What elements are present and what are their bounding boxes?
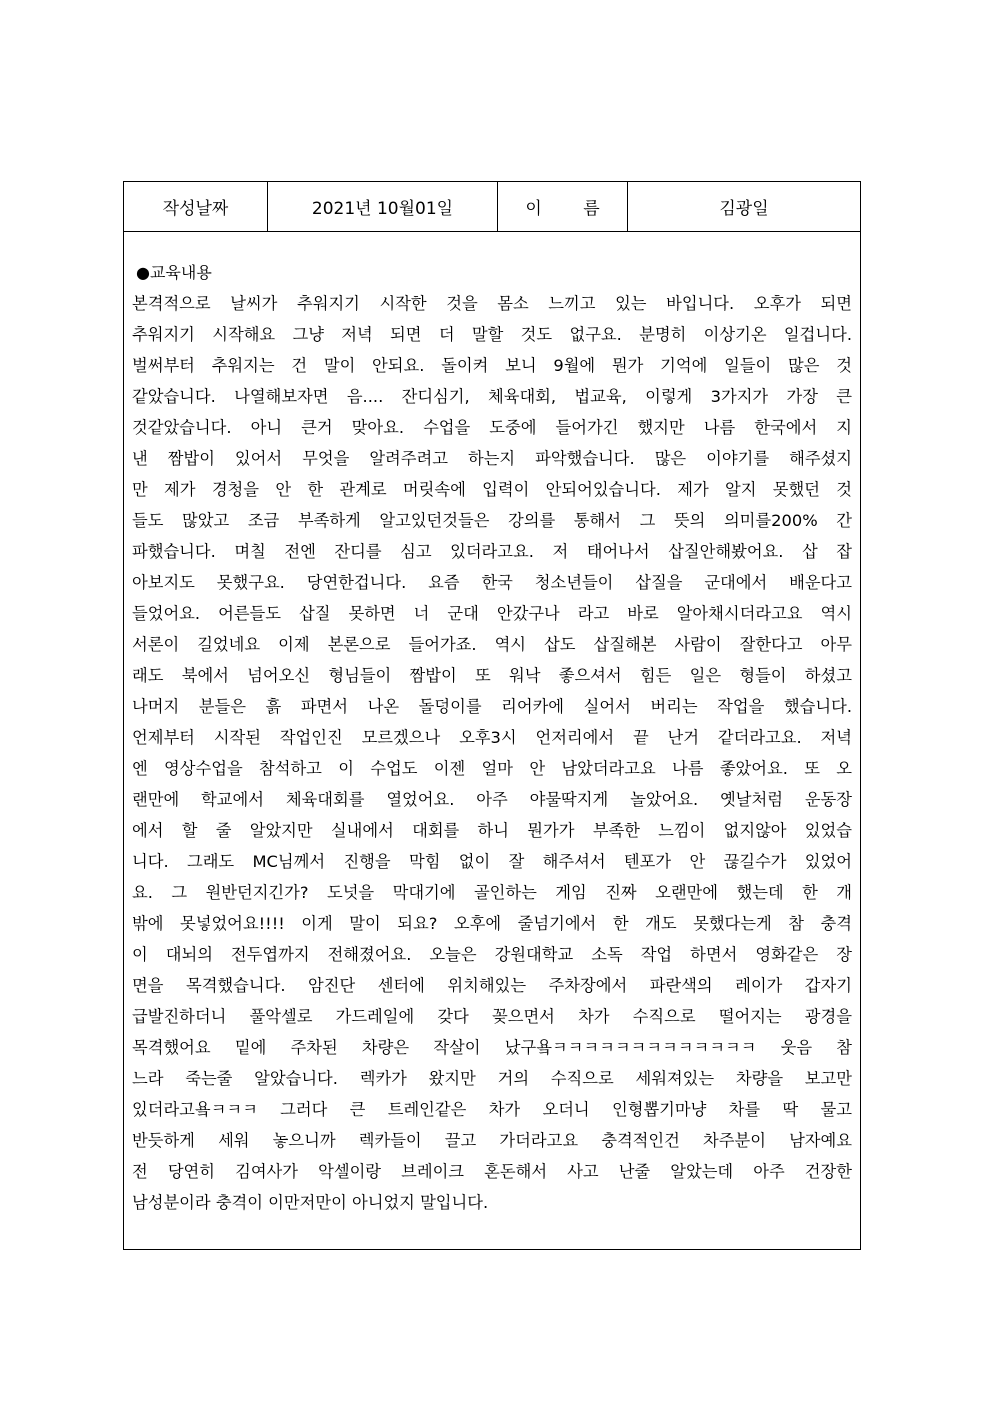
journal-form-table <box>123 181 861 1250</box>
content-line: 이 대뇌의 전두엽까지 전해졌어요. 오늘은 강원대학교 소독 작업 하면서 영화같은 장 <box>132 945 852 964</box>
content-line: 파했습니다. 며칠 전엔 잔디를 심고 있더라고요. 저 태어나서 삽질안해봤어요. 삽 잡 <box>132 542 852 561</box>
content-line: 들도 많았고 조금 부족하게 알고있던것들은 강의를 통해서 그 뜻의 의미를200% 간 <box>132 511 852 530</box>
content-line: 급발진하더니 풀악셀로 가드레일에 갖다 꽂으면서 차가 수직으로 떨어지는 광경을 <box>132 1007 852 1026</box>
name-value: 김광일 <box>719 199 769 219</box>
content-line: 본격적으로 날씨가 추워지기 시작한 것을 몸소 느끼고 있는 바입니다. 오후가 되면 <box>132 294 852 313</box>
content-line: 있더라고욬ㅋㅋㅋ 그러다 큰 트레인같은 차가 오더니 인형뽑기마냥 차를 딱 물고 <box>132 1100 852 1119</box>
content-line: 서론이 길었네요 이제 본론으로 들어가죠. 역시 삽도 삽질해본 사람이 잘한다고 아무 <box>132 635 852 654</box>
content-line: 목격했어요 밑에 주차된 차량은 작살이 났구욬ㅋㅋㅋㅋㅋㅋㅋㅋㅋㅋㅋㅋㅋ 웃음 참 <box>132 1038 852 1057</box>
content-line: 래도 북에서 넘어오신 형님들이 짬밥이 또 워낙 좋으셔서 힘든 일은 형들이 하셨고 <box>132 666 852 685</box>
content-line: 낸 짬밥이 있어서 무엇을 알려주려고 하는지 파악했습니다. 많은 이야기를 해주셨지 <box>132 449 852 468</box>
content-line: 밖에 못넣었어요!!!! 이게 말이 되요? 오후에 줄넘기에서 한 개도 못했다는게 참 충격 <box>132 914 852 933</box>
content-line: 만 제가 경청을 안 한 관계로 머릿속에 입력이 안되어있습니다. 제가 알지 못했던 것 <box>132 480 852 499</box>
content-line: 에서 할 줄 알았지만 실내에서 대회를 하니 뭔가가 부족한 느낌이 없지않아 있었습 <box>132 821 852 840</box>
content-line: 랜만에 학교에서 체육대회를 열었어요. 아주 야물딱지게 놀았어요. 옛날처럼 운동장 <box>132 790 852 809</box>
content-line: 나머지 분들은 흙 파면서 나온 돌덩이를 리어카에 실어서 버리는 작업을 했습니다. <box>132 697 852 716</box>
content-line: 남성분이라 충격이 이만저만이 아니었지 말입니다. <box>132 1193 489 1212</box>
content-line: 느라 죽는줄 알았습니다. 렉카가 왔지만 거의 수직으로 세워져있는 차량을 보고만 <box>132 1069 852 1088</box>
content-line: 아보지도 못했구요. 당연한겁니다. 요즘 한국 청소년들이 삽질을 군대에서 배운다고 <box>132 573 852 592</box>
content-line: 것같았습니다. 아니 큰거 맞아요. 수업을 도중에 들어가긴 했지만 나름 한국에서 지 <box>132 418 852 437</box>
date-label: 작성날짜 <box>124 182 268 231</box>
content-line: 엔 영상수업을 참석하고 이 수업도 이젠 얼마 안 남았더라고요 나름 좋았어요. 또 오 <box>132 759 852 778</box>
content-line: 면을 목격했습니다. 암진단 센터에 위치해있는 주차장에서 파란색의 레이가 갑자기 <box>132 976 852 995</box>
section-label: ●교육내용 <box>136 263 212 282</box>
content-line: 반듯하게 세워 놓으니까 렉카들이 끌고 가더라고요 충격적인건 차주분이 남자예요 <box>132 1131 852 1150</box>
content-line: 같았습니다. 나열해보자면 음.... 잔디심기, 체육대회, 법교육, 이렇게 3가지가 가장 큰 <box>132 387 852 406</box>
content-line: 벌써부터 추워지는 건 말이 안되요. 돌이켜 보니 9월에 뭔가 기억에 일들이 많은 것 <box>132 356 852 375</box>
content-line: 추워지기 시작해요 그냥 저녁 되면 더 말할 것도 없구요. 분명히 이상기온 일겁니다. <box>132 325 852 344</box>
content-line: 언제부터 시작된 작업인진 모르겠으나 오후3시 언저리에서 끝 난거 같더라고요. 저녁 <box>132 728 852 747</box>
content-line: 전 당연히 김여사가 악셀이랑 브레이크 혼돈해서 사고 난줄 알았는데 아주 건장한 <box>132 1162 852 1181</box>
content-cell <box>124 232 860 1218</box>
name-label: 이 름 <box>498 182 628 231</box>
content-line: 요. 그 원반던지긴가? 도넛을 막대기에 골인하는 게임 진짜 오랜만에 했는데 한 개 <box>132 883 852 902</box>
date-value: 2021년 10월01일 <box>268 182 498 231</box>
content-body <box>132 288 852 1218</box>
content-line: 들었어요. 어른들도 삽질 못하면 너 군대 안갔구나 라고 바로 알아채시더라고요 역시 <box>132 604 852 623</box>
header-row <box>124 182 860 232</box>
content-line: 니다. 그래도 MC님께서 진행을 막힘 없이 잘 해주셔서 텐포가 안 끊길수가 있었어 <box>132 852 852 871</box>
